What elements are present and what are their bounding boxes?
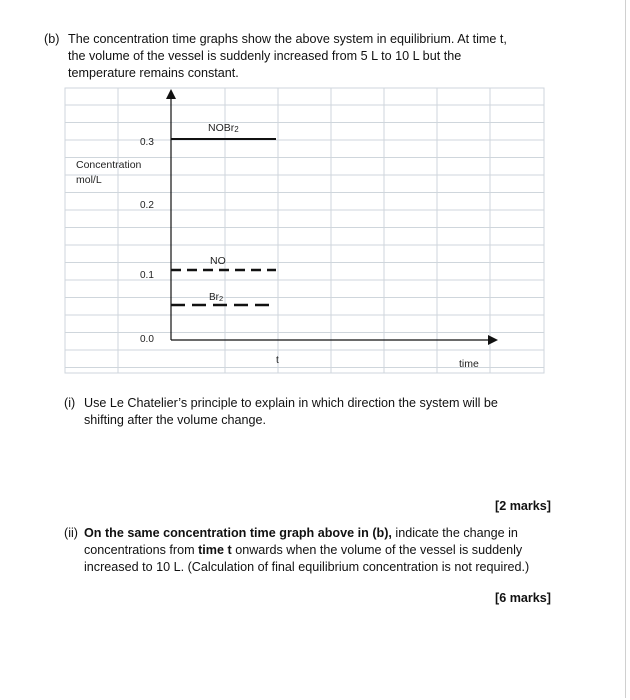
y-axis-title-line1: Concentration — [76, 159, 142, 171]
y-tick-0.2: 0.2 — [140, 200, 154, 211]
grid-lines — [65, 88, 544, 373]
t-marker-label: t — [276, 355, 279, 366]
x-axis-arrow-icon — [488, 335, 498, 345]
question-b-line3: temperature remains constant. — [68, 66, 239, 80]
y-axis-title-line2: mol/L — [76, 174, 102, 186]
question-ii-line3: increased to 10 L. (Calculation of final equilibrium concentration is not required.) — [84, 560, 530, 574]
y-tick-0.1: 0.1 — [140, 270, 154, 281]
marks-i: [2 marks] — [495, 499, 552, 513]
question-b-line1: The concentration time graphs show the above system in equilibrium. At time t, — [68, 32, 507, 46]
question-i-line2: shifting after the volume change. — [84, 413, 267, 427]
y-tick-0.3: 0.3 — [140, 137, 154, 148]
series-label-br2: Br2 — [209, 292, 224, 303]
question-b-label: (b) — [44, 32, 60, 46]
series-label-nobr2: NOBr2 — [208, 122, 239, 134]
series-label-no: NO — [210, 255, 226, 267]
question-ii-bold-lead: On the same concentration time graph above in (b), — [84, 526, 392, 540]
question-ii-line1-rest: indicate the change in — [391, 526, 518, 540]
y-tick-0.0: 0.0 — [140, 334, 154, 345]
question-i-label: (i) — [64, 396, 76, 410]
x-axis-title: time — [459, 358, 479, 370]
grid-border — [65, 88, 544, 373]
question-ii-line2: concentrations from time t onwards when the volume of the vessel is suddenly — [84, 543, 523, 557]
question-b-line2: the volume of the vessel is suddenly increased from 5 L to 10 L but the — [68, 49, 462, 63]
question-i — [64, 395, 564, 429]
question-i-line1: Use Le Chatelier’s principle to explain in which direction the system will be — [84, 396, 498, 410]
y-axis-arrow-icon — [166, 89, 176, 99]
marks-ii: [6 marks] — [495, 591, 552, 605]
question-ii — [64, 525, 564, 576]
question-ii-label: (ii) — [64, 526, 78, 540]
